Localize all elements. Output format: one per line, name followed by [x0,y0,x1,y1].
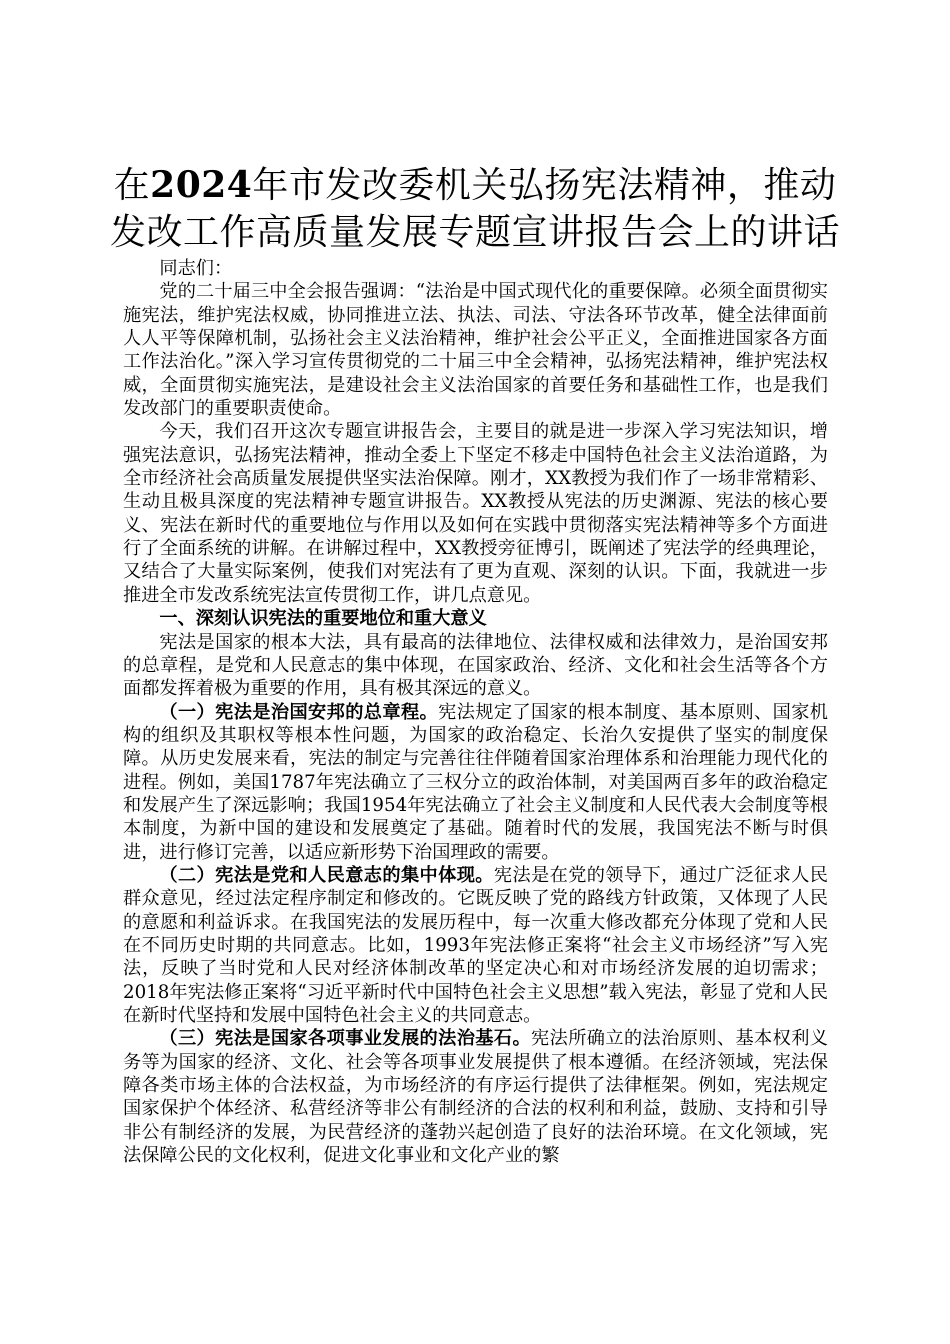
subsection-3-lead: （三）宪法是国家各项事业发展的法治基石。 [159,1028,532,1050]
subsection-2 [123,864,828,1027]
section-1-intro: 宪法是国家的根本大法，具有最高的法律地位、法律权威和法律效力，是治国安邦的总章程，是党和人民意志的集中体现，在国家政治、经济、文化和社会生活等各个方面都发挥着极为重要的作用，具有极其深远的意义。 [123,631,828,700]
subsection-2-text: 宪法是在党的领导下，通过广泛征求人民群众意见，经过法定程序制定和修改的。它既反映了党的路线方针政策，又体现了人民的意愿和利益诉求。在我国宪法的发展历程中，每一次重大修改都充分体现了党和人民在不同历史时期的共同意志。比如，1993年宪法修正案将“社会主义市场经济”写入宪法，反映了当时党和人民对经济体制改革的坚定决心和对市场经济发展的迫切需求；2018年宪法修正案将“习近平新时代中国特色社会主义思想”载入宪法，彰显了党和人民在新时代坚持和发展中国特色社会主义的共同意志。 [123,864,828,1026]
subsection-1-lead: （一）宪法是治国安邦的总章程。 [159,701,439,723]
title-year: 2024 [150,164,253,206]
title-prefix: 在 [113,165,151,206]
paragraph-intro-2: 今天，我们召开这次专题宣讲报告会，主要目的就是进一步深入学习宪法知识，增强宪法意识，弘扬宪法精神，推动全委上下坚定不移走中国特色社会主义法治道路，为全市经济社会高质量发展提供坚实法治保障。刚才，XX教授为我们作了一场非常精彩、生动且极具深度的宪法精神专题宣讲报告。XX教授从宪法的历史渊源、宪法的核心要义、宪法在新时代的重要地位与作用以及如何在实践中贯彻落实宪法精神等多个方面进行了全面系统的讲解。在讲解过程中，XX教授旁征博引，既阐述了宪法学的经典理论，又结合了大量实际案例，使我们对宪法有了更为直观、深刻的认识。下面，我就进一步推进全市发改系统宪法宣传贯彻工作，讲几点意见。 [123,421,828,606]
document-title [100,162,850,256]
paragraph-intro-1: 党的二十届三中全会报告强调：“法治是中国式现代化的重要保障。必须全面贯彻实施宪法，维护宪法权威，协同推进立法、执法、司法、守法各环节改革，健全法律面前人人平等保障机制，弘扬社会主义法治精神，维护社会公平正义，全面推进国家各方面工作法治化。”深入学习宣传贯彻党的二十届三中全会精神，弘扬宪法精神，维护宪法权威，全面贯彻实施宪法，是建设社会主义法治国家的首要任务和基础性工作，也是我们发改部门的重要职责使命。 [123,281,828,420]
subsection-2-lead: （二）宪法是党和人民意志的集中体现。 [159,864,494,886]
document-body [123,257,828,1167]
greeting: 同志们： [159,258,233,279]
subsection-3 [123,1027,828,1167]
subsection-3-text: 宪法所确立的法治原则、基本权利义务等为国家的经济、文化、社会等各项事业发展提供了根本遵循。在经济领域，宪法保障各类市场主体的合法权益，为市场经济的有序运行提供了法律框架。例如，宪法规定国家保护个体经济、私营经济等非公有制经济的合法的权利和利益，鼓励、支持和引导非公有制经济的发展，为民营经济的蓬勃兴起创造了良好的法治环境。在文化领域，宪法保障公民的文化权利，促进文化事业和文化产业的繁 [123,1028,828,1167]
subsection-1-text: 宪法规定了国家的根本制度、基本原则、国家机构的组织及其职权等根本性问题，为国家的政治稳定、长治久安提供了坚实的制度保障。从历史发展来看，宪法的制定与完善往往伴随着国家治理体系和治理能力现代化的进程。例如，美国1787年宪法确立了三权分立的政治体制，对美国两百多年的政治稳定和发展产生了深远影响；我国1954年宪法确立了社会主义制度和人民代表大会制度等根本制度，为新中国的建设和发展奠定了基础。随着时代的发展，我国宪法不断与时俱进，进行修订完善，以适应新形势下治国理政的需要。 [123,701,828,863]
section-heading-1: 一、深刻认识宪法的重要地位和重大意义 [159,608,487,630]
title-suffix: 年市发改委机关弘扬宪法精神，推动发改工作高质量发展专题宣讲报告会上的讲话 [109,165,840,253]
subsection-1 [123,701,828,864]
